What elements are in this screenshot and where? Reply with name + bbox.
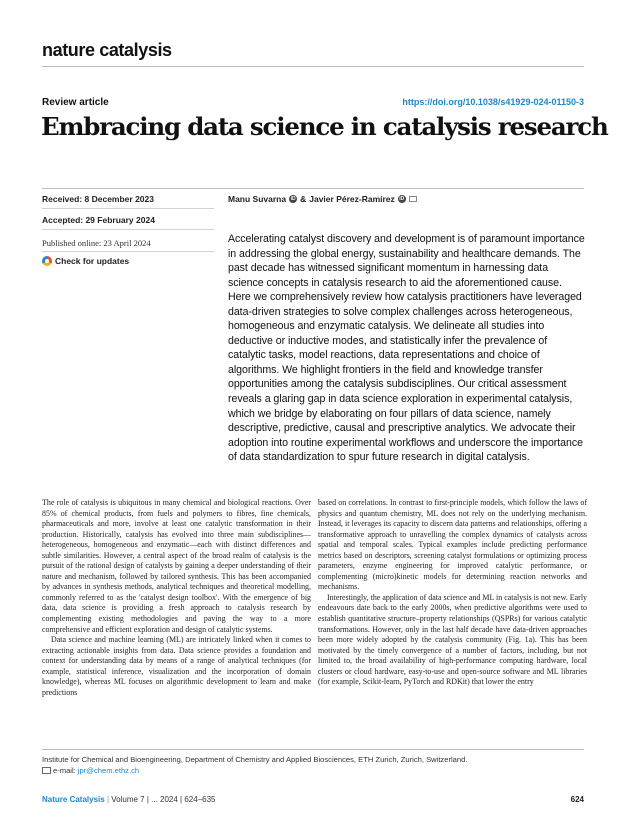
- body-column-left: [42, 498, 311, 698]
- page-number: 624: [570, 795, 584, 804]
- email-link[interactable]: jpr@chem.ethz.ch: [77, 766, 140, 775]
- footer-volume: Volume 7 | ... 2024 | 624–635: [111, 795, 216, 804]
- footer-divider: [42, 749, 584, 750]
- affiliation: Institute for Chemical and Bioengineering, Department of Chemistry and Applied Biosciences, ETH Zurich, Zurich, Switzerland.: [42, 755, 468, 764]
- meta-divider: [42, 251, 214, 252]
- author-name[interactable]: Javier Pérez-Ramírez: [309, 194, 395, 204]
- footer-journal[interactable]: Nature Catalysis: [42, 795, 105, 804]
- check-for-updates[interactable]: [42, 256, 129, 266]
- body-paragraph: The role of catalysis is ubiquitous in many chemical and biological reactions. Over 85% of chemical products, from fuels and polymers to fibres, fine chemicals, pharmaceuticals and more, involve at least one catalytic transformation in their production. Historically, catalysis has evolved into three main subdisciplines—heterogeneous, homogeneous and enzymatic—each with distinct differences and subtle similarities. However, a central aspect of the broad realm of catalysis is the pursuit of the rational design of catalysts by gaining a deeper understanding of their nature and mechanism, followed by tailored synthesis. This has been accompanied by advances in synthesis methods, analytical techniques and theoretical modelling, commonly referred to as the 'catalyst design toolbox'. With the emergence of big data, data science is providing a fresh approach to catalysis research by complementing existing methodologies and paving the way to a more comprehensive and efficient exploration and design of catalytic systems.: [42, 498, 311, 634]
- orcid-icon[interactable]: iD: [399, 196, 405, 202]
- correspondence: [42, 766, 139, 775]
- check-updates-label: Check for updates: [55, 256, 130, 266]
- article-type: Review article: [42, 97, 109, 108]
- journal-name: nature catalysis: [42, 40, 172, 60]
- orcid-icon[interactable]: iD: [290, 196, 296, 202]
- header-divider: [42, 66, 584, 67]
- doi-link[interactable]: https://doi.org/10.1038/s41929-024-01150-3: [402, 97, 584, 107]
- received-date: Received: 8 December 2023: [42, 194, 154, 204]
- email-icon: [42, 767, 51, 774]
- meta-divider: [42, 229, 214, 230]
- check-updates-icon: [42, 256, 52, 266]
- abstract: Accelerating catalyst discovery and development is of paramount importance in addressing the global energy, sustainability and healthcare demands. The past decade has witnessed significant momentum in harnessing data science concepts in catalysis research to aid the aforementioned cause. Here we comprehensively review how catalysis practitioners have leveraged data-driven strategies to solve complex challenges across heterogeneous, homogeneous and enzymatic catalysis. We delineate all studies into deductive or inductive modes, and statistically infer the prevalence of catalytic tasks, model reactions, data representations and choice of algorithms. We highlight frontiers in the field and knowledge transfer opportunities among the catalysis subdisciplines. Our critical assessment reveals a glaring gap in data science exploration in experimental catalysis, which we bridge by elaborating on four pillars of data science, namely descriptive, predictive, causal and prescriptive analytics. We advocate their adoption into routine experimental workflows and underscore the importance of data standardization to spur future research in digital catalysis.: [228, 233, 585, 464]
- body-column-right: [318, 498, 587, 688]
- email-label: e-mail:: [53, 766, 76, 775]
- title-divider: [42, 188, 584, 189]
- published-date: Published online: 23 April 2024: [42, 238, 151, 248]
- meta-divider: [42, 208, 214, 209]
- author-name[interactable]: Manu Suvarna: [228, 194, 287, 204]
- footer-separator: |: [106, 795, 110, 804]
- page-footer: [42, 795, 215, 804]
- accepted-date: Accepted: 29 February 2024: [42, 215, 155, 225]
- mail-icon[interactable]: [409, 196, 417, 202]
- body-paragraph: Data science and machine learning (ML) are intricately linked when it comes to extracting actionable insights from data. Data science provides a foundation and context for understanding data by means of a range of analytical techniques (for example, statistical inference, visualization and the incorporation of domain knowledge), whereas ML focuses on algorithmic development to learn and make predictions: [42, 635, 311, 697]
- body-paragraph: based on correlations. In contrast to first-principle models, which follow the laws of physics and quantum chemistry, ML does not rely on the underlying mechanism. Instead, it leverages its capacity to discern data patterns and relationships, offering a transformative approach to unravelling the complex dynamics of catalysts across spatial and temporal scales. Typical examples include predicting performance metrics based on descriptors, screening catalyst formulations or optimizing process parameters, enzyme engineering for improved catalytic performance, or complementing (micro)kinetic models for determining reaction networks and mechanisms.: [318, 498, 587, 592]
- body-paragraph: Interestingly, the application of data science and ML in catalysis is not new. Early endeavours date back to the early 2000s, when predictive algorithms were used to establish quantitative structure–property relationships (QSPRs) for various catalytic transformations. However, only in the last half decade have data-driven approaches been more widely adopted by the catalysis community (Fig. 1a). This has been motivated by the timely convergence of a number of factors, including, but not limited to, the broad availability of high-performance computing hardware, local clusters or cloud hardware, easy-to-use and open-source software and ML libraries (for example, Scikit-learn, PyTorch and RDKit) that lower the entry: [318, 592, 587, 687]
- author-list: [228, 194, 417, 204]
- author-joiner: &: [300, 194, 307, 204]
- article-title: Embracing data science in catalysis research: [41, 112, 608, 141]
